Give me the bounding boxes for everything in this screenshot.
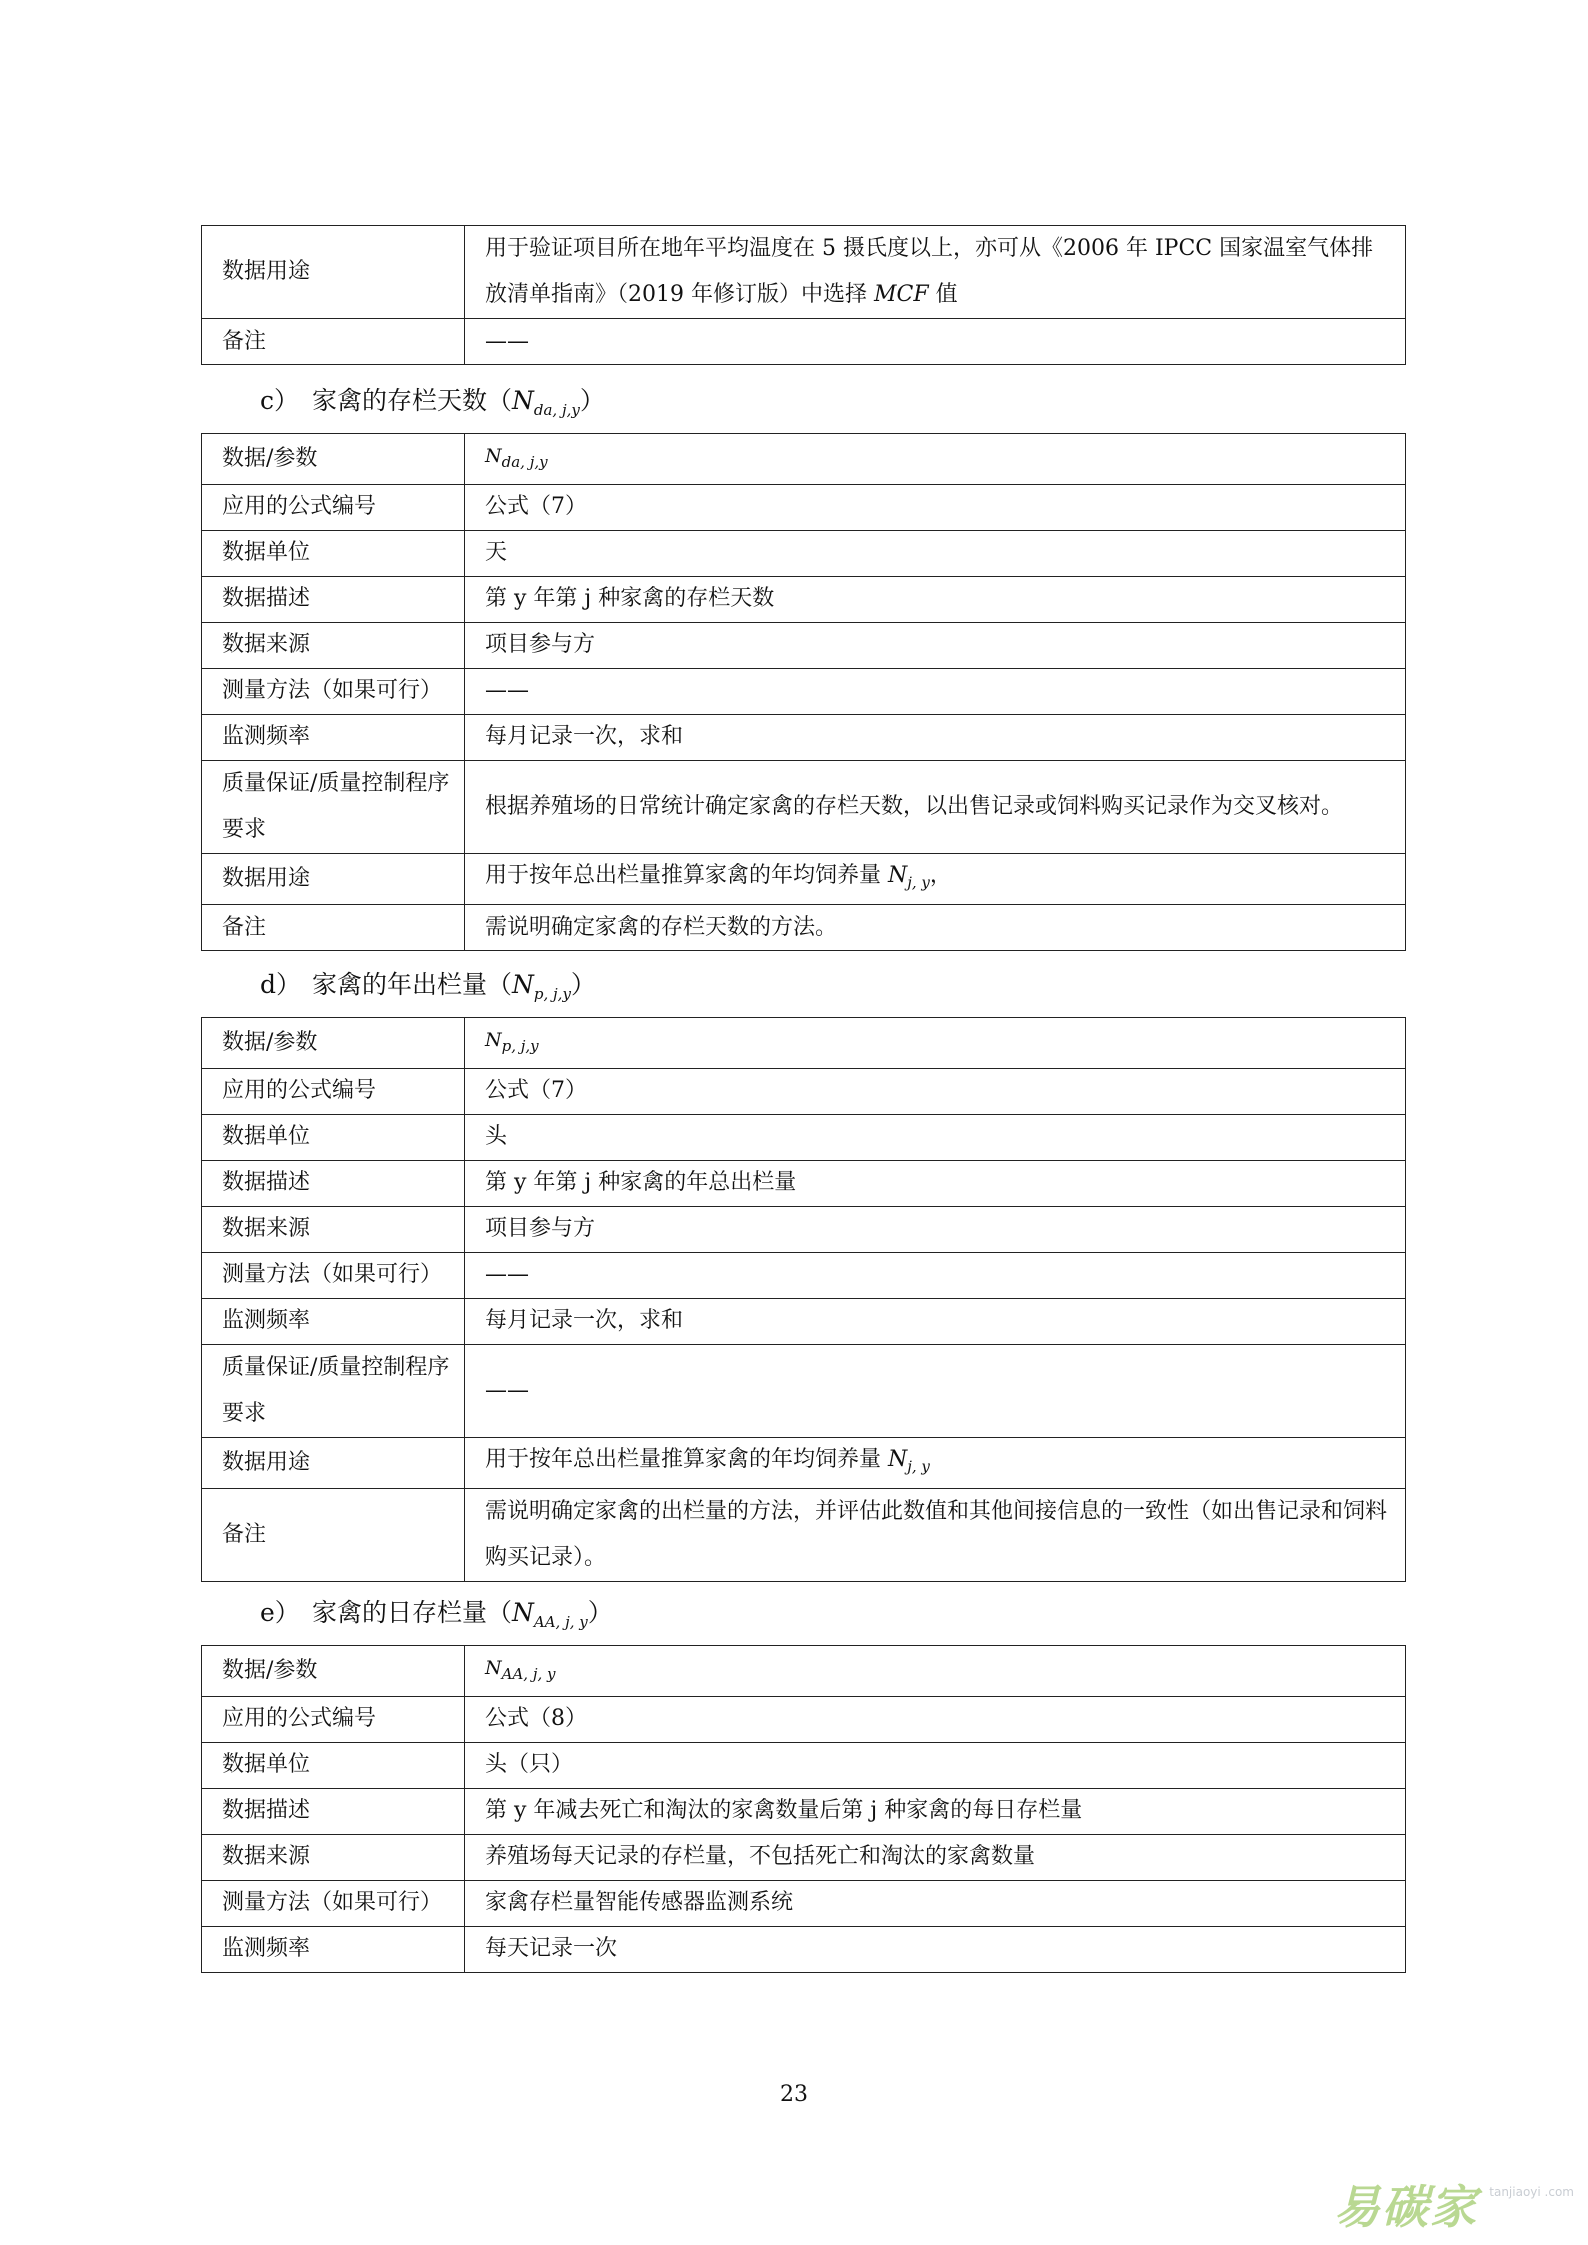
table-row [202,1834,1406,1880]
row-label: 质量保证/质量控制程序要求 [202,760,465,853]
row-value: 每天记录一次 [465,1926,1406,1972]
row-value: 第 y 年第 j 种家禽的存栏天数 [465,576,1406,622]
row-label: 备注 [202,905,465,951]
table-row [202,668,1406,714]
row-value: 需说明确定家禽的出栏量的方法，并评估此数值和其他间接信息的一致性（如出售记录和饲料购买记录）。 [465,1489,1406,1582]
row-label: 数据来源 [202,1834,465,1880]
row-label: 测量方法（如果可行） [202,668,465,714]
row-label: 数据用途 [202,853,465,904]
row-label: 数据/参数 [202,434,465,485]
table-row [202,1926,1406,1972]
page-number: 23 [780,2082,808,2107]
table-row [202,905,1406,951]
row-label: 监测频率 [202,714,465,760]
table-row [202,622,1406,668]
row-value: 第 y 年减去死亡和淘汰的家禽数量后第 j 种家禽的每日存栏量 [465,1788,1406,1834]
section-c-heading: c） 家禽的存栏天数$(N_{da, j,y})$ [260,386,605,419]
table-row [202,1068,1406,1114]
row-label: 数据单位 [202,1114,465,1160]
row-value: 用于按年总出栏量推算家禽的年均饲养量 $N_{j, y}$， [465,853,1406,904]
row-value: 公式（7） [465,484,1406,530]
table-row [202,1160,1406,1206]
row-label: 质量保证/质量控制程序要求 [202,1344,465,1437]
section-e-table [201,1645,1406,1973]
row-value: 项目参与方 [465,1206,1406,1252]
row-label: 数据来源 [202,1206,465,1252]
row-value: $N_{da, j,y}$ [465,434,1406,485]
table-row [202,530,1406,576]
row-label: 数据描述 [202,1160,465,1206]
row-label: 监测频率 [202,1298,465,1344]
table-row [202,1696,1406,1742]
row-value: $N_{AA, j, y}$ [465,1646,1406,1697]
section-d-heading: d） 家禽的年出栏量$(N_{p, j,y})$ [260,970,596,1003]
table-row [202,1344,1406,1437]
row-label: 数据描述 [202,1788,465,1834]
row-value: 头（只） [465,1742,1406,1788]
row-value: 每月记录一次，求和 [465,1298,1406,1344]
row-label: 数据来源 [202,622,465,668]
table-row [202,1742,1406,1788]
table-row [202,1252,1406,1298]
table-row [202,434,1406,485]
table-row [202,1646,1406,1697]
row-value: 根据养殖场的日常统计确定家禽的存栏天数，以出售记录或饲料购买记录作为交叉核对。 [465,760,1406,853]
row-label: 测量方法（如果可行） [202,1880,465,1926]
row-label: 监测频率 [202,1926,465,1972]
table-row [202,1298,1406,1344]
row-value: 养殖场每天记录的存栏量，不包括死亡和淘汰的家禽数量 [465,1834,1406,1880]
row-label: 应用的公式编号 [202,1696,465,1742]
row-value: 公式（8） [465,1696,1406,1742]
row-label: 数据/参数 [202,1646,465,1697]
watermark-logo [1334,2175,1574,2239]
table-row [202,1437,1406,1488]
top-param-table [201,225,1406,365]
row-value: 第 y 年第 j 种家禽的年总出栏量 [465,1160,1406,1206]
table-row [202,484,1406,530]
table-row [202,319,1406,365]
row-value: 家禽存栏量智能传感器监测系统 [465,1880,1406,1926]
row-value: 用于按年总出栏量推算家禽的年均饲养量 $N_{j, y}$ [465,1437,1406,1488]
section-c-table [201,433,1406,951]
row-label: 数据描述 [202,576,465,622]
row-value: —— [465,1252,1406,1298]
row-value: 项目参与方 [465,622,1406,668]
table-row [202,1880,1406,1926]
row-label: 备注 [202,319,465,365]
table-row [202,1788,1406,1834]
row-value: 用于验证项目所在地年平均温度在 5 摄氏度以上，亦可从《2006 年 IPCC 国家温室气体排放清单指南》（2019 年修订版）中选择 MCF 值 [465,226,1406,319]
row-value: —— [465,1344,1406,1437]
watermark-text: 易碳家 [1334,2180,1478,2234]
watermark-domain: tanjiaoyi .com [1489,2185,1574,2199]
table-row [202,1206,1406,1252]
table-row [202,226,1406,319]
row-label: 数据单位 [202,530,465,576]
row-label: 应用的公式编号 [202,1068,465,1114]
row-label: 数据/参数 [202,1018,465,1069]
row-label: 数据用途 [202,1437,465,1488]
row-value: 公式（7） [465,1068,1406,1114]
row-value: $N_{p, j,y}$ [465,1018,1406,1069]
row-value: —— [465,668,1406,714]
row-value: 天 [465,530,1406,576]
row-label: 数据单位 [202,1742,465,1788]
row-label: 数据用途 [202,226,465,319]
row-value: 需说明确定家禽的存栏天数的方法。 [465,905,1406,951]
table-row [202,1114,1406,1160]
table-row [202,853,1406,904]
row-value: 头 [465,1114,1406,1160]
section-d-table [201,1017,1406,1582]
row-value: 每月记录一次，求和 [465,714,1406,760]
row-label: 应用的公式编号 [202,484,465,530]
table-row [202,1489,1406,1582]
table-row [202,1018,1406,1069]
table-row [202,714,1406,760]
row-label: 测量方法（如果可行） [202,1252,465,1298]
row-label: 备注 [202,1489,465,1582]
table-row [202,760,1406,853]
table-row [202,576,1406,622]
row-value: —— [465,319,1406,365]
section-e-heading: e） 家禽的日存栏量$(N_{AA, j, y})$ [260,1598,613,1631]
